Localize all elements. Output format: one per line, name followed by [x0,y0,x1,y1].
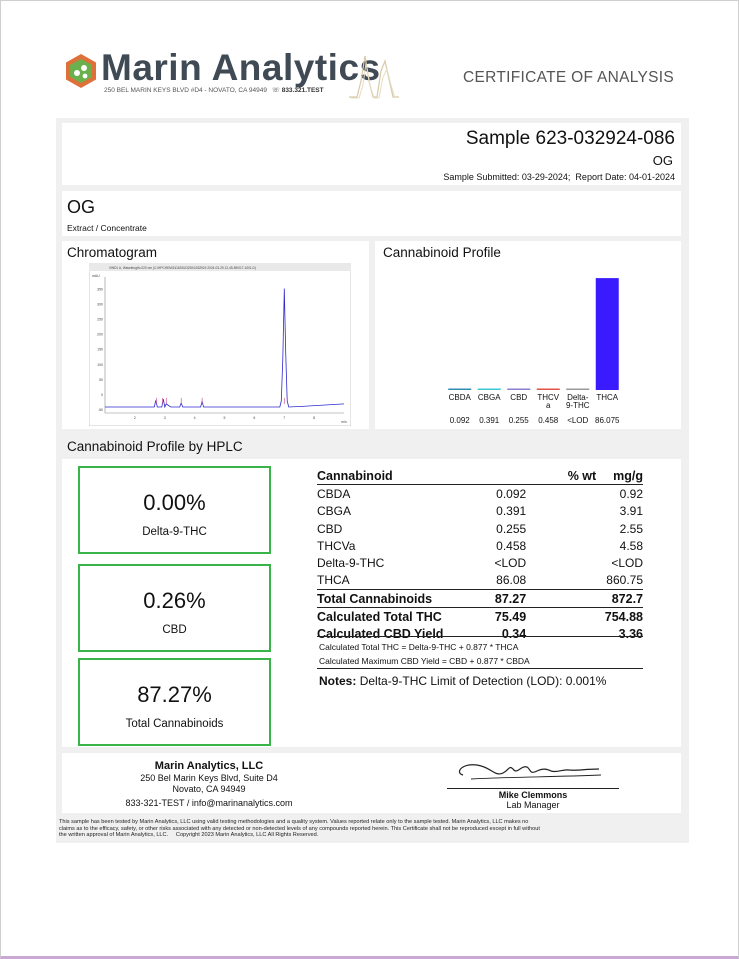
cell-mg: 0.92 [619,486,643,501]
chromatogram-x-tick: 6 [253,416,256,420]
phone-icon: ☏ [271,87,280,94]
cell-wt: 75.49 [472,608,596,626]
chromatogram-y-tick: 0 [101,393,103,398]
formula-rule [317,668,643,669]
chromatogram-y-tick: 100 [97,362,103,367]
chromatogram-x-unit: min [341,420,347,424]
column-header: mg/g [596,467,643,485]
company-logo [63,53,99,89]
company-phone: 833.321.TEST [281,87,324,94]
column-header: Cannabinoid [317,467,472,485]
profile-category-label: 9-THC [565,401,590,410]
chromatogram-plot-title: VWD1 A, Wavelength=220 nm (C:\HPCHEM\1\DATA\032924\032924 2024-03-29 12-45-59\017-1001.D) [109,266,256,270]
footer-address1: 250 Bel Marin Keys Blvd, Suite D4 [140,773,278,783]
hplc-table [317,467,643,643]
profile-category-label: CBD [510,393,528,402]
profile-category-label: CBGA [477,393,501,402]
table-rule [317,636,643,637]
cell-wt: 0.458 [496,538,527,553]
formula-total-thc: Calculated Total THC = Delta-9-THC + 0.877 * THCA [319,642,519,652]
table-row [317,503,643,520]
profile-bar [596,278,619,390]
table-total-row [317,626,643,643]
summary-label: Total Cannabinoids [125,718,224,730]
company-name: Marin Analytics [101,47,381,88]
cell-name: Total Cannabinoids [317,590,472,608]
disclaimer-line: claims as to the efficacy, safety, or other risks associated with any detected or non-detected levels of any compounds reported herein. This Certificate shall not be reproduced except in full without [59,825,540,832]
cell-mg: 754.88 [596,608,643,626]
profile-value-label: 86.075 [595,416,620,425]
logo-hexagon-icon [63,53,99,89]
profile-value-label: <LOD [567,416,589,425]
sample-dates: Sample Submitted: 03-29-2024; Report Date: 04-01-2024 [443,172,675,182]
cell-mg: 3.36 [618,627,643,642]
table-row [317,485,643,503]
cell-name: Delta-9-THC [317,556,385,571]
table-header-row [317,467,643,485]
table-row [317,572,643,590]
summary-value: 0.00% [143,490,206,515]
summary-box-delta9 [78,466,271,554]
chromatogram-y-unit: mAU [92,274,100,278]
document-title: CERTIFICATE OF ANALYSIS [463,69,675,86]
cell-wt: 87.27 [472,590,596,608]
sample-name-panel [62,191,681,236]
profile-bar [537,389,560,391]
hplc-heading: Cannabinoid Profile by HPLC [67,439,243,454]
cell-wt: 0.34 [501,627,527,642]
footer-address2: Novato, CA 94949 [172,784,246,794]
formula-cbd-yield: Calculated Maximum CBD Yield = CBD + 0.877 * CBDA [319,656,530,666]
chromatogram-y-tick: 350 [97,287,103,292]
profile-bar [566,389,589,391]
sample-name: OG [67,197,96,217]
notes [319,674,606,688]
notes-label: Notes: [319,674,357,688]
profile-category-label: CBDA [448,393,471,402]
profile-value-label: 0.391 [479,416,500,425]
sample-strain: OG [652,153,673,168]
logo-peaks-graphic [349,51,399,99]
disclaimer [59,819,699,839]
cell-name: CBDA [317,486,351,501]
table-row [317,520,643,537]
profile-category-label: THCA [596,393,619,402]
cell-mg: 4.58 [619,538,643,553]
company-address: 250 BEL MARIN KEYS BLVD #D4 - NOVATO, CA 94949 [104,87,267,94]
chromatogram-x-tick: 2 [133,416,136,420]
cell-mg: 2.55 [619,521,643,536]
chromatogram-y-tick: 150 [97,347,103,352]
cell-name: CBD [317,521,343,536]
cell-name: THCA [317,573,350,588]
profile-chart [441,263,631,428]
profile-heading: Cannabinoid Profile [383,245,501,260]
cell-wt: 0.391 [496,504,527,519]
profile-category-label: Delta- [567,393,589,402]
summary-label: CBD [162,624,187,636]
table-total-row [317,608,643,626]
table-row [317,537,643,554]
profile-bar [478,389,501,391]
profile-bar [507,389,530,391]
signer-title: Lab Manager [506,800,560,810]
cell-name: THCVa [317,538,356,553]
cell-wt: <LOD [494,556,527,571]
summary-value: 0.26% [143,588,206,613]
cell-wt: 0.092 [496,486,527,501]
cell-wt: 86.08 [496,573,527,588]
signature [451,753,611,787]
summary-label: Delta-9-THC [142,526,207,538]
chromatogram-y-tick: 200 [97,332,103,337]
cell-mg: <LOD [611,556,643,571]
chromatogram-y-tick: 50 [99,377,103,382]
chromatogram-y-tick: -50 [97,408,103,413]
chromatogram-heading: Chromatogram [67,245,158,260]
footer-contact: 833-321-TEST / info@marinanalytics.com [125,798,293,808]
notes-text: Delta-9-THC Limit of Detection (LOD): 0.001% [359,674,607,688]
summary-box-total [78,658,271,746]
chromatogram-x-tick: 5 [223,416,226,420]
profile-value-label: 0.255 [508,416,529,425]
cell-wt: 0.255 [496,521,527,536]
column-header: % wt [472,467,596,485]
table-total-row [317,590,643,608]
cell-name: CBGA [317,504,352,519]
summary-value: 87.27% [137,682,212,707]
cell-mg: 872.7 [596,590,643,608]
profile-bar [448,389,471,391]
chromatogram-x-tick: 3 [163,416,166,420]
profile-category-label: THCV [537,393,560,402]
chromatogram-y-tick: 250 [97,317,103,322]
profile-category-label: a [546,401,551,410]
disclaimer-line: This sample has been tested by Marin Analytics, LLC using valid testing methodologies and a quality system. Values reported relate only to the sample tested. Marin Analytics, LLC makes no [59,819,529,825]
signature-line [447,788,619,789]
summary-box-cbd [78,564,271,652]
chromatogram-y-tick: 300 [97,302,103,307]
chromatogram-x-tick: 8 [313,416,316,420]
cell-name: Calculated Total THC [317,608,472,626]
cell-name: Calculated CBD Yield [317,627,444,642]
table-row [317,554,643,571]
footer-company: Marin Analytics, LLC [154,760,264,772]
profile-value-label: 0.458 [538,416,559,425]
chromatogram-chart [89,263,351,426]
company-address-line [104,86,324,94]
signer-name: Mike Clemmons [498,790,568,800]
cell-mg: 860.75 [606,573,643,588]
sample-title: Sample 623-032924-086 [465,128,675,149]
profile-value-label: 0.092 [449,416,470,425]
disclaimer-line: the written approval of Marin Analytics, LLC. Copyright 2023 Marin Analytics, LLC All Rights Reserved. [59,832,319,838]
cell-mg: 3.91 [619,504,643,519]
sample-category: Extract / Concentrate [67,223,147,233]
chromatogram-x-tick: 4 [193,416,196,420]
chromatogram-x-tick: 7 [283,416,286,420]
